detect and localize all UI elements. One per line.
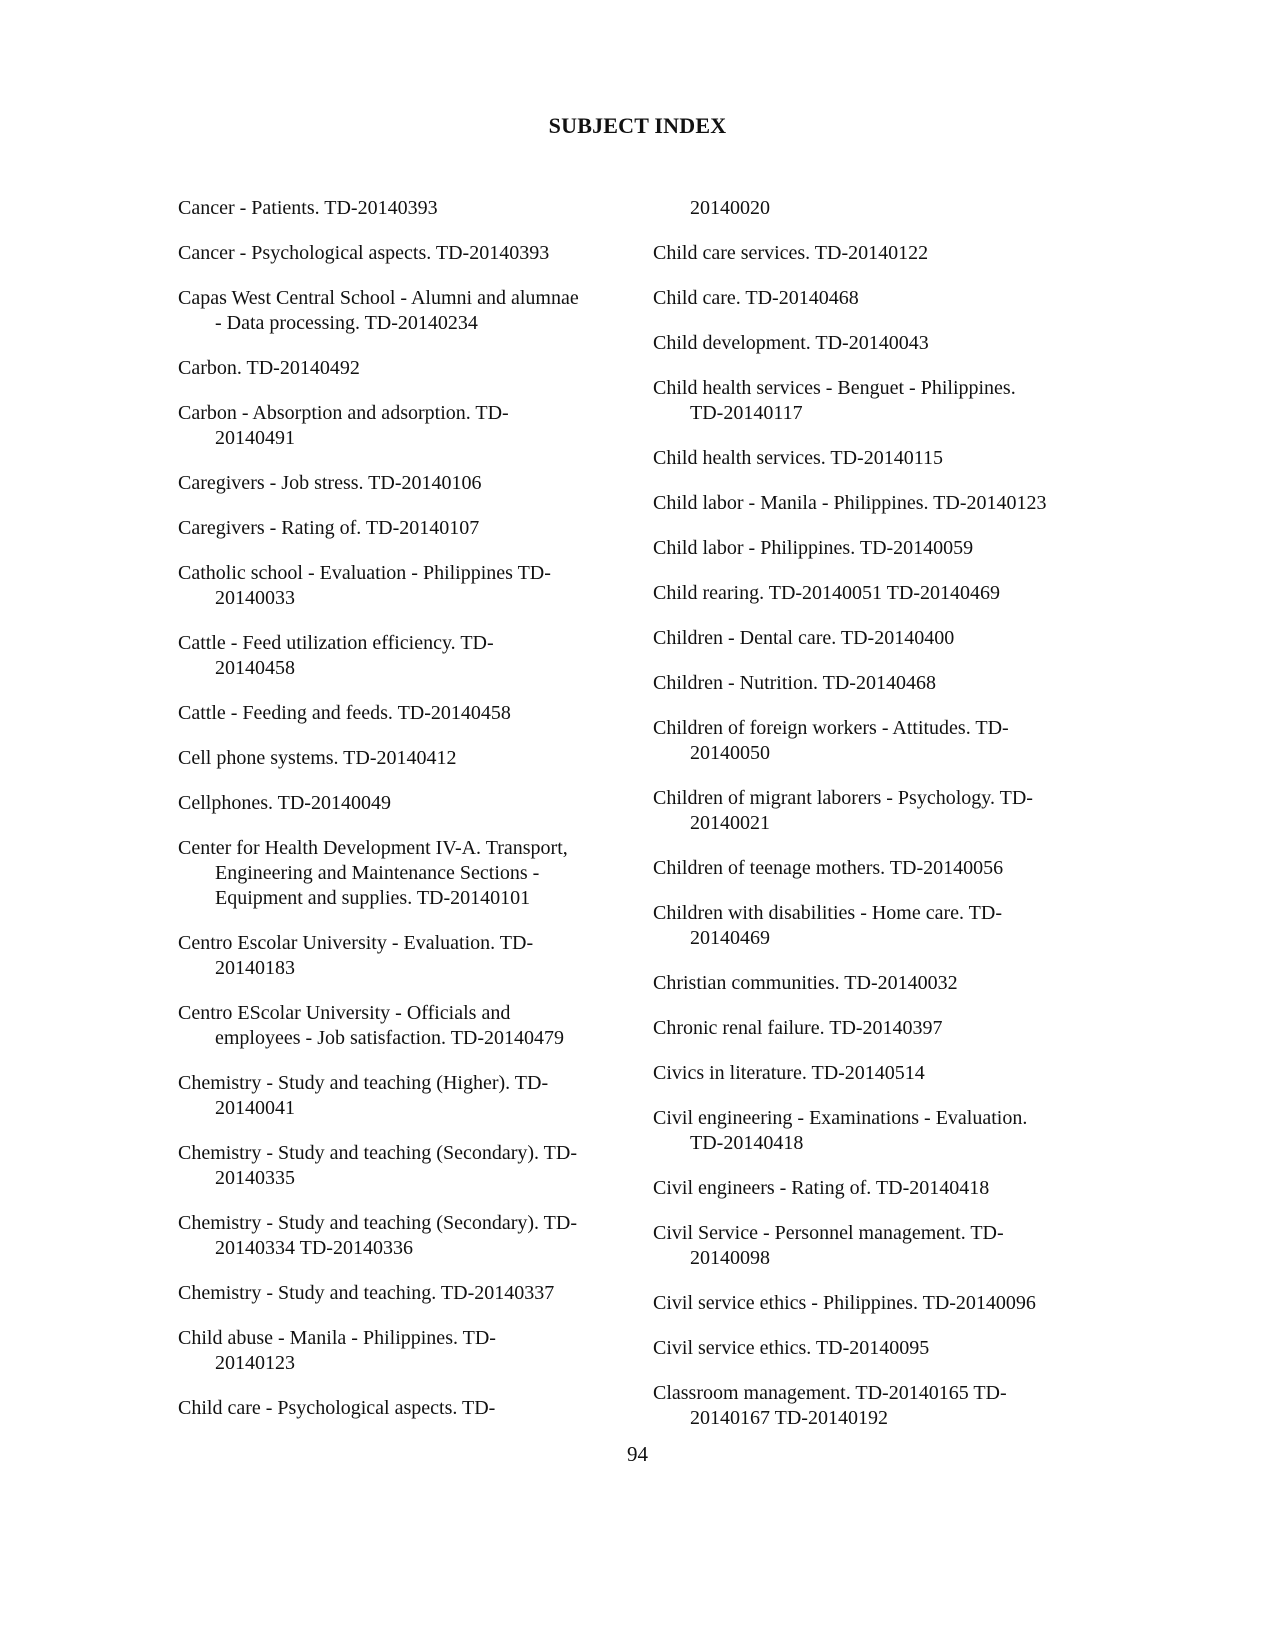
page-number: 94 xyxy=(627,1442,648,1466)
index-entry-line: Child rearing. TD-20140051 TD-20140469 xyxy=(653,582,1001,604)
index-entry-continuation-line: 20140469 xyxy=(690,927,770,949)
index-entry-continuation-line: 20140098 xyxy=(690,1247,770,1269)
index-entry xyxy=(178,791,623,816)
index-entry-line: Child labor - Manila - Philippines. TD-20140123 xyxy=(653,492,1047,514)
index-entry-line: Civil service ethics - Philippines. TD-20140096 xyxy=(653,1292,1036,1314)
index-entry xyxy=(178,356,623,381)
index-entry-continuation-line: - Data processing. TD-20140234 xyxy=(215,312,478,334)
index-entry xyxy=(178,631,623,681)
index-entry-continuation-line: Equipment and supplies. TD-20140101 xyxy=(215,887,531,909)
index-entry-line: 20140020 xyxy=(690,197,770,219)
index-entry-line: Capas West Central School - Alumni and alumnae xyxy=(178,287,579,309)
index-entry-line: Civil Service - Personnel management. TD- xyxy=(653,1222,1004,1244)
index-entry xyxy=(653,1106,1103,1156)
index-entry xyxy=(178,401,623,451)
index-entry-line: Catholic school - Evaluation - Philippines TD- xyxy=(178,562,551,584)
index-entry xyxy=(653,286,1103,311)
index-entry xyxy=(653,241,1103,266)
index-entry xyxy=(653,1176,1103,1201)
index-entry xyxy=(178,286,623,336)
index-entry-line: Child labor - Philippines. TD-20140059 xyxy=(653,537,974,559)
index-entry xyxy=(653,971,1103,996)
index-entry-line: Classroom management. TD-20140165 TD- xyxy=(653,1382,1007,1404)
index-entry-line: Children of teenage mothers. TD-20140056 xyxy=(653,857,1004,879)
index-entry xyxy=(653,446,1103,471)
index-entry-continuation-line: 20140183 xyxy=(215,957,295,979)
index-entry xyxy=(178,1211,623,1261)
page-title: SUBJECT INDEX xyxy=(548,113,727,138)
index-entry-line: Civil engineers - Rating of. TD-20140418 xyxy=(653,1177,990,1199)
index-entry xyxy=(178,836,623,911)
index-entry-continuation-line: TD-20140117 xyxy=(690,402,803,424)
index-entry-line: Carbon. TD-20140492 xyxy=(178,357,360,379)
index-entry-line: Carbon - Absorption and adsorption. TD- xyxy=(178,402,509,424)
index-entry xyxy=(653,1336,1103,1361)
index-entry xyxy=(178,1001,623,1051)
index-entry xyxy=(653,856,1103,881)
index-entry xyxy=(178,241,623,266)
index-entry-line: Children of foreign workers - Attitudes. TD- xyxy=(653,717,1009,739)
index-entry xyxy=(178,746,623,771)
index-entry xyxy=(178,1071,623,1121)
index-entry-line: Child health services. TD-20140115 xyxy=(653,447,943,469)
index-entry-line: Civil service ethics. TD-20140095 xyxy=(653,1337,930,1359)
index-entry-line: Chemistry - Study and teaching (Secondary). TD- xyxy=(178,1142,577,1164)
index-entry-line: Children with disabilities - Home care. TD- xyxy=(653,902,1002,924)
index-entry-line: Cancer - Patients. TD-20140393 xyxy=(178,197,438,219)
index-entry xyxy=(653,1221,1103,1271)
index-entry-line: Child care services. TD-20140122 xyxy=(653,242,929,264)
index-entry-line: Centro EScolar University - Officials and xyxy=(178,1002,511,1024)
index-entry xyxy=(653,581,1103,606)
index-entry-line: Christian communities. TD-20140032 xyxy=(653,972,958,994)
index-entry xyxy=(653,196,1103,221)
index-entry-line: Caregivers - Rating of. TD-20140107 xyxy=(178,517,480,539)
index-entry-line: Cellphones. TD-20140049 xyxy=(178,792,391,814)
index-entry xyxy=(178,471,623,496)
index-entry xyxy=(653,331,1103,356)
index-entry xyxy=(653,626,1103,651)
index-entry-continuation-line: 20140335 xyxy=(215,1167,295,1189)
index-entry-line: Chemistry - Study and teaching. TD-20140337 xyxy=(178,1282,555,1304)
index-entry-line: Child development. TD-20140043 xyxy=(653,332,929,354)
index-entry xyxy=(178,1281,623,1306)
index-entry xyxy=(178,561,623,611)
index-entry xyxy=(653,671,1103,696)
index-entry-line: Center for Health Development IV-A. Transport, xyxy=(178,837,568,859)
index-entry xyxy=(653,491,1103,516)
index-entry xyxy=(653,1016,1103,1041)
index-entry-line: Children - Dental care. TD-20140400 xyxy=(653,627,955,649)
index-entry xyxy=(178,1141,623,1191)
index-entry xyxy=(178,701,623,726)
index-entry-continuation-line: 20140167 TD-20140192 xyxy=(690,1407,888,1429)
index-entry-continuation-line: employees - Job satisfaction. TD-20140479 xyxy=(215,1027,565,1049)
index-entry-line: Child abuse - Manila - Philippines. TD- xyxy=(178,1327,496,1349)
index-entry-continuation-line: 20140491 xyxy=(215,427,295,449)
index-entry-line: Child health services - Benguet - Philippines. xyxy=(653,377,1016,399)
index-entry xyxy=(178,516,623,541)
index-entry-continuation-line: 20140458 xyxy=(215,657,295,679)
index-entry xyxy=(653,901,1103,951)
index-entry-continuation-line: 20140050 xyxy=(690,742,770,764)
index-entry xyxy=(653,376,1103,426)
index-entry xyxy=(178,1396,623,1421)
index-entry xyxy=(178,1326,623,1376)
index-entry-continuation-line: 20140334 TD-20140336 xyxy=(215,1237,413,1259)
index-entry xyxy=(653,716,1103,766)
index-entry-line: Caregivers - Job stress. TD-20140106 xyxy=(178,472,482,494)
index-entry-continuation-line: 20140041 xyxy=(215,1097,295,1119)
index-entry xyxy=(653,1061,1103,1086)
index-entry-line: Chronic renal failure. TD-20140397 xyxy=(653,1017,943,1039)
index-entry-line: Cancer - Psychological aspects. TD-20140393 xyxy=(178,242,550,264)
index-entry xyxy=(653,786,1103,836)
index-entry-line: Civil engineering - Examinations - Evaluation. xyxy=(653,1107,1028,1129)
index-entry-line: Children of migrant laborers - Psychology. TD- xyxy=(653,787,1033,809)
index-entry xyxy=(653,1291,1103,1316)
index-entry-continuation-line: TD-20140418 xyxy=(690,1132,804,1154)
index-entry xyxy=(178,931,623,981)
index-entry-line: Cattle - Feeding and feeds. TD-20140458 xyxy=(178,702,511,724)
index-entry-line: Children - Nutrition. TD-20140468 xyxy=(653,672,936,694)
index-entry xyxy=(653,536,1103,561)
index-entry-continuation-line: Engineering and Maintenance Sections - xyxy=(215,862,540,884)
index-entry-line: Civics in literature. TD-20140514 xyxy=(653,1062,925,1084)
index-entry-line: Child care. TD-20140468 xyxy=(653,287,859,309)
index-entry-continuation-line: 20140123 xyxy=(215,1352,295,1374)
index-entry-line: Chemistry - Study and teaching (Secondary). TD- xyxy=(178,1212,577,1234)
index-entry-line: Centro Escolar University - Evaluation. TD- xyxy=(178,932,534,954)
index-entry-line: Chemistry - Study and teaching (Higher). TD- xyxy=(178,1072,549,1094)
index-entry-continuation-line: 20140033 xyxy=(215,587,295,609)
index-entry-continuation-line: 20140021 xyxy=(690,812,770,834)
index-entry xyxy=(178,196,623,221)
index-entry-line: Cell phone systems. TD-20140412 xyxy=(178,747,457,769)
index-entry-line: Cattle - Feed utilization efficiency. TD- xyxy=(178,632,494,654)
index-entry-line: Child care - Psychological aspects. TD- xyxy=(178,1397,496,1419)
index-entry xyxy=(653,1381,1103,1431)
